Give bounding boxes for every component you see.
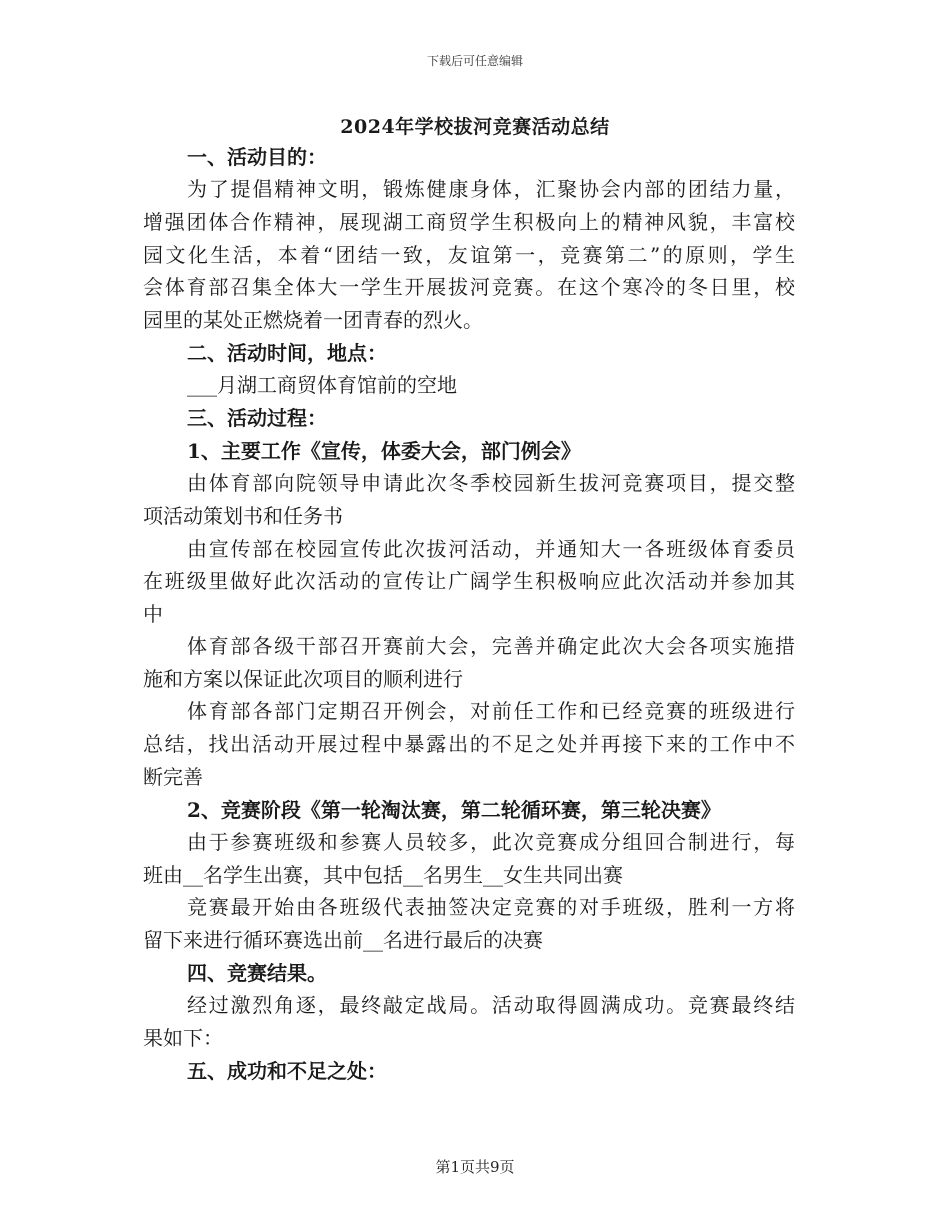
section-heading-results: 四、竞赛结果。 bbox=[187, 961, 327, 985]
paragraph-line: 由宣传部在校园宣传此次拔河活动，并通知大一各班级体育委员 bbox=[187, 537, 795, 561]
section-heading-time-place: 二、活动时间，地点： bbox=[187, 341, 387, 365]
section-heading-purpose: 一、活动目的： bbox=[187, 145, 327, 169]
paragraph-line: 体育部各级干部召开赛前大会，完善并确定此次大会各项实施措 bbox=[187, 634, 795, 658]
paragraph-line: 项活动策划书和任务书 bbox=[143, 504, 343, 528]
paragraph-line: 中 bbox=[143, 602, 163, 626]
paragraph-line: 体育部各部门定期召开例会，对前任工作和已经竞赛的班级进行 bbox=[187, 699, 795, 723]
paragraph-line: 由于参赛班级和参赛人员较多，此次竞赛成分组回合制进行，每 bbox=[187, 830, 795, 854]
paragraph-line: 在班级里做好此次活动的宣传让广阔学生积极响应此次活动并参加其 bbox=[143, 569, 795, 593]
paragraph-line: 班由__名学生出赛，其中包括__名男生__女生共同出赛 bbox=[143, 863, 623, 887]
section-heading-process: 三、活动过程： bbox=[187, 406, 327, 430]
paragraph-line: ___月湖工商贸体育馆前的空地 bbox=[187, 373, 457, 397]
section-heading-successes-shortcomings: 五、成功和不足之处： bbox=[187, 1059, 387, 1083]
paragraph-line: 会体育部召集全体大一学生开展拔河竞赛。在这个寒冷的冬日里，校 bbox=[143, 275, 795, 299]
paragraph-line: 园里的某处正燃烧着一团青春的烈火。 bbox=[143, 308, 483, 332]
paragraph-line: 为了提倡精神文明，锻炼健康身体，汇聚协会内部的团结力量， bbox=[187, 177, 795, 201]
paragraph-line: 竞赛最开始由各班级代表抽签决定竞赛的对手班级，胜利一方将 bbox=[187, 895, 795, 919]
paragraph-line: 施和方案以保证此次项目的顺利进行 bbox=[143, 667, 463, 691]
header-note: 下载后可任意编辑 bbox=[426, 54, 523, 68]
subsection-heading-competition-stage: 2、竞赛阶段《第一轮淘汰赛，第二轮循环赛，第三轮决赛》 bbox=[187, 798, 721, 822]
paragraph-line: 园文化生活，本着“团结一致，友谊第一，竞赛第二”的原则，学生 bbox=[143, 243, 795, 267]
paragraph-line: 增强团体合作精神，展现湖工商贸学生积极向上的精神风貌，丰富校 bbox=[143, 210, 795, 234]
paragraph-line: 留下来进行循环赛选出前__名进行最后的决赛 bbox=[143, 928, 543, 952]
page-number-footer: 第1页共9页 bbox=[435, 1158, 515, 1176]
page-title: 2024年学校拔河竞赛活动总结 bbox=[340, 116, 610, 138]
paragraph-line: 果如下： bbox=[143, 1026, 223, 1050]
paragraph-line: 由体育部向院领导申请此次冬季校园新生拔河竞赛项目，提交整 bbox=[187, 471, 795, 495]
paragraph-line: 总结，找出活动开展过程中暴露出的不足之处并再接下来的工作中不 bbox=[143, 732, 795, 756]
paragraph-line: 经过激烈角逐，最终敲定战局。活动取得圆满成功。竞赛最终结 bbox=[187, 993, 795, 1017]
subsection-heading-main-work: 1、主要工作《宣传，体委大会，部门例会》 bbox=[187, 439, 581, 463]
paragraph-line: 断完善 bbox=[143, 765, 203, 789]
